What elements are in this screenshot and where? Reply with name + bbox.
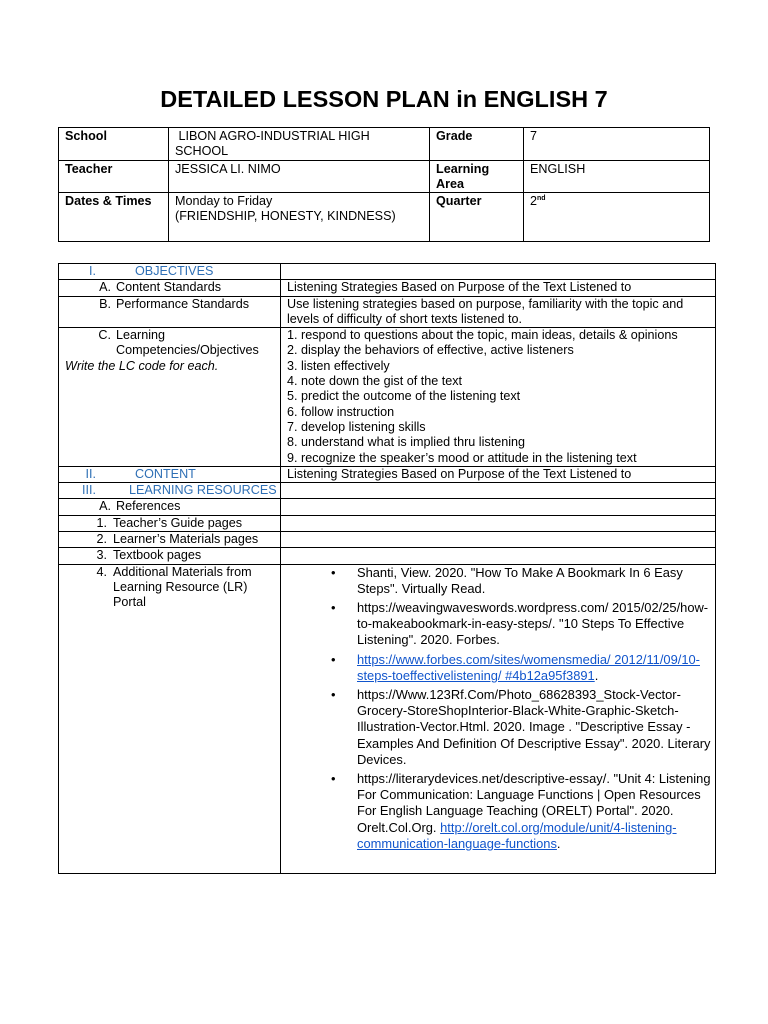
competency-item: 7. develop listening skills xyxy=(287,419,426,434)
school-value: LIBON AGRO-INDUSTRIAL HIGH SCHOOL xyxy=(169,128,430,161)
reference-text: https://weavingwaveswords.wordpress.com/ 2015/02/25/how-to-makeabookmark-in-easy-steps/. "10 Steps To Effective Listening". 2020. Forbes. xyxy=(357,600,709,648)
competency-item: 3. listen effectively xyxy=(287,358,390,373)
teacher-value: JESSICA LI. NIMO xyxy=(169,160,430,193)
competency-item: 2. display the behaviors of effective, active listeners xyxy=(287,343,574,358)
additional-materials-row xyxy=(59,564,716,873)
competencies-label: Learning Competencies/Objectives xyxy=(116,328,259,358)
header-info-table xyxy=(58,127,710,242)
reference-item xyxy=(357,771,715,852)
content-row xyxy=(59,466,716,482)
quarter-label: Quarter xyxy=(430,193,524,242)
performance-standards-label: Performance Standards xyxy=(116,296,250,311)
grade-label: Grade xyxy=(430,128,524,161)
performance-standards-value: Use listening strategies based on purpose, familiarity with the topic and levels of difficulty of short texts listened to. xyxy=(281,296,716,328)
reference-list xyxy=(281,565,715,852)
content-standards-marker: A. xyxy=(99,280,111,295)
reference-item xyxy=(357,687,715,768)
teachers-guide-row xyxy=(59,515,716,531)
dates-label: Dates & Times xyxy=(59,193,169,242)
competency-item: 1. respond to questions about the topic, main ideas, details & opinions xyxy=(287,328,678,343)
teachers-guide-marker: 1. xyxy=(96,515,107,530)
competencies-note: Write the LC code for each. xyxy=(65,358,219,373)
learners-materials-row xyxy=(59,532,716,548)
quarter-value xyxy=(524,193,710,242)
performance-standards-marker: B. xyxy=(99,296,111,311)
references-label: References xyxy=(116,499,181,514)
reference-punct: . xyxy=(556,835,561,851)
reference-text: Shanti, View. 2020. "How To Make A Bookmark In 6 Easy Steps". Virtually Read. xyxy=(357,564,683,596)
teachers-guide-label: Teacher’s Guide pages xyxy=(113,515,243,530)
competency-item: 5. predict the outcome of the listening text xyxy=(287,389,521,404)
content-value: Listening Strategies Based on Purpose of the Text Listened to xyxy=(281,466,716,482)
additional-materials-label: Additional Materials from Learning Resource (LR) Portal xyxy=(113,564,252,610)
content-standards-row xyxy=(59,280,716,296)
reference-item xyxy=(357,600,715,649)
competency-item: 4. note down the gist of the text xyxy=(287,374,463,389)
competency-item: 9. recognize the speaker’s mood or attitude in the listening text xyxy=(287,450,637,465)
competency-item: 8. understand what is implied thru listening xyxy=(287,435,526,450)
objectives-marker: I. xyxy=(89,264,96,278)
quarter-suffix: nd xyxy=(537,195,546,203)
forbes-link[interactable]: https://www.forbes.com/sites/womensmedia/ 2012/11/09/10-steps-toeffectivelistening/ #4b12a95f3891 xyxy=(357,651,700,683)
orelt-link[interactable]: http://orelt.col.org/module/unit/4-listening-communication-language-functions xyxy=(357,819,677,851)
competencies-marker: C. xyxy=(98,328,111,343)
learners-materials-label: Learner’s Materials pages xyxy=(113,532,259,547)
objectives-row xyxy=(59,264,716,280)
reference-text: https://Www.123Rf.Com/Photo_68628393_Stock-Vector-Grocery-StoreShopInterior-Black-White-Graphic-Sketch-Illustration-Vector.Html. 2020. Image . "Descriptive Essay - Examples And Definition Of Descriptive Essay". 2020. Literary Devices. xyxy=(357,687,711,767)
dates-themes: (FRIENDSHIP, HONESTY, KINDNESS) xyxy=(175,209,396,224)
content-heading: CONTENT xyxy=(135,466,196,481)
references-marker: A. xyxy=(99,499,111,514)
additional-materials-marker: 4. xyxy=(96,564,107,579)
references-row xyxy=(59,499,716,515)
learning-area-label: Learning Area xyxy=(430,160,524,193)
learning-area-value: ENGLISH xyxy=(524,160,710,193)
reference-punct: . xyxy=(594,667,599,683)
competencies-row xyxy=(59,328,716,467)
learners-materials-marker: 2. xyxy=(96,532,107,547)
page-title: DETAILED LESSON PLAN in ENGLISH 7 xyxy=(160,86,608,112)
lesson-plan-table xyxy=(58,263,716,874)
textbook-marker: 3. xyxy=(96,548,107,563)
dates-value xyxy=(169,193,430,242)
grade-value: 7 xyxy=(524,128,710,161)
textbook-row xyxy=(59,548,716,564)
dates-days: Monday to Friday xyxy=(175,194,273,209)
content-standards-value: Listening Strategies Based on Purpose of the Text Listened to xyxy=(281,280,716,296)
textbook-label: Textbook pages xyxy=(113,548,202,563)
teacher-label: Teacher xyxy=(59,160,169,193)
competency-item: 6. follow instruction xyxy=(287,404,395,419)
reference-item xyxy=(357,652,715,684)
reference-item xyxy=(357,565,715,597)
performance-standards-row xyxy=(59,296,716,328)
resources-marker: III. xyxy=(82,483,96,498)
learning-resources-row xyxy=(59,483,716,499)
reference-text: https://literarydevices.net/descriptive-essay/. "Unit 4: Listening For Communication: Language Functions | Open Resources For English Language Teaching (ORELT) Portal". 2020. Orelt.Col.Org. xyxy=(357,771,711,835)
quarter-number: 2 xyxy=(530,194,538,209)
objectives-heading: OBJECTIVES xyxy=(135,264,214,278)
school-label: School xyxy=(59,128,169,161)
content-standards-label: Content Standards xyxy=(116,280,222,295)
resources-heading: LEARNING RESOURCES xyxy=(129,483,277,498)
content-marker: II. xyxy=(85,466,96,481)
